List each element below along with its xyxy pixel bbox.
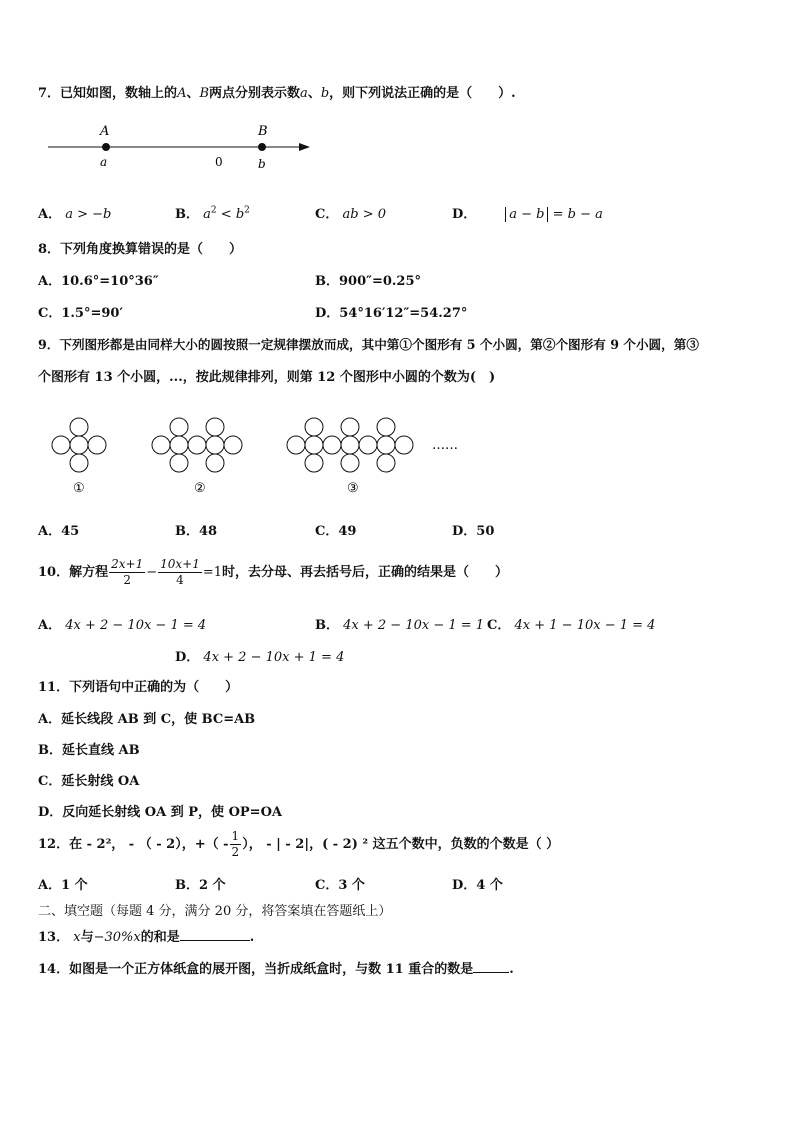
q12-option-d[interactable]: D．4 个	[452, 878, 503, 893]
q13-answer-blank[interactable]	[180, 928, 250, 941]
q11-option-a[interactable]: A．延长线段 AB 到 C，使 BC=AB	[38, 712, 256, 727]
q8-stem: 8．下列角度换算错误的是（ ）	[38, 242, 243, 257]
q8-option-d[interactable]: D．54°16′12″=54.27°	[315, 306, 468, 321]
label-b: b	[258, 157, 266, 171]
q9-option-b[interactable]: B．48	[175, 524, 218, 539]
q9-stem-line1: 9．下列图形都是由同样大小的圆按照一定规律摆放而成，其中第①个图形有 5 个小圆，第②个图形有 9 个小圆，第③	[38, 337, 699, 352]
q8-option-c[interactable]: C．1.5°=90′	[38, 306, 123, 321]
q10-option-b[interactable]: B． 4x + 2 − 10x − 1 = 1	[315, 618, 485, 633]
figure-3	[287, 418, 413, 472]
q13-stem: 13． x与−30%x的和是 .	[38, 930, 255, 945]
q12-option-b[interactable]: B．2 个	[175, 878, 226, 893]
section-heading: 二、填空题（每题 4 分，满分 20 分，将答案填在答题纸上）	[38, 904, 392, 919]
q11-option-c[interactable]: C．延长射线 OA	[38, 774, 140, 789]
q8-option-b[interactable]: B．900″=0.25°	[315, 274, 421, 289]
q12-option-c[interactable]: C．3 个	[315, 878, 365, 893]
q10-fraction-1: $\frac{2x+1}{2}$	[111, 557, 144, 587]
q10-stem: 10．解方程 $\frac{2x+1}{2}$ − $\frac{10x+1}{4}$ =1时，去分母、再去括号后，正确的结果是（ ）	[38, 557, 509, 587]
figure-2	[152, 418, 242, 472]
q12-fraction: $\frac{1}{2}$	[231, 829, 240, 859]
label-zero: 0	[215, 155, 223, 169]
q7-number-line	[40, 120, 320, 176]
q8-option-a[interactable]: A．10.6°=10°36″	[38, 274, 159, 289]
q9-option-c[interactable]: C．49	[315, 524, 357, 539]
q9-stem-line2: 个图形有 13 个小圆，...，按此规律排列，则第 12 个图形中小圆的个数为( )	[38, 370, 496, 385]
q9-option-a[interactable]: A．45	[38, 524, 80, 539]
q7-option-d[interactable]: D． a − b = b − a	[452, 207, 603, 222]
q9-circle-figures	[40, 410, 480, 500]
fig-label-1: ①	[73, 481, 85, 496]
q11-stem: 11．下列语句中正确的为（ ）	[38, 680, 239, 695]
fig-ellipsis: ……	[432, 438, 458, 453]
q14-answer-blank[interactable]	[473, 960, 509, 973]
q11-option-b[interactable]: B．延长直线 AB	[38, 743, 140, 758]
q12-option-a[interactable]: A．1 个	[38, 878, 88, 893]
label-B: B	[258, 124, 268, 139]
q12-stem: 12．在 - 2²， - （ - 2），+（ - $\frac{1}{2}$ ）， - | - 2|，( - 2) ² 这五个数中，负数的个数是（ ）	[38, 829, 560, 859]
fig-label-2: ②	[194, 481, 206, 496]
q7-option-a[interactable]: A． a > −b	[38, 207, 112, 222]
q7-option-b[interactable]: B． $a^2 < b^2$	[175, 205, 250, 222]
q7-stem: 7．已知如图，数轴上的A、B两点分别表示数a、b，则下列说法正确的是（ ）.	[38, 86, 516, 101]
label-A: A	[100, 124, 110, 139]
q10-option-a[interactable]: A． 4x + 2 − 10x − 1 = 4	[38, 618, 207, 633]
q10-option-d[interactable]: D． 4x + 2 − 10x + 1 = 4	[175, 650, 345, 665]
q9-option-d[interactable]: D．50	[452, 524, 495, 539]
q10-fraction-2: $\frac{10x+1}{4}$	[160, 557, 200, 587]
q14-stem: 14．如图是一个正方体纸盒的展开图，当折成纸盒时，与数 11 重合的数是 .	[38, 962, 514, 977]
fig-label-3: ③	[347, 481, 359, 496]
point-b-dot	[258, 143, 266, 151]
figure-1	[52, 418, 106, 472]
point-a-dot	[102, 143, 110, 151]
q11-option-d[interactable]: D．反向延长射线 OA 到 P，使 OP=OA	[38, 805, 282, 820]
q7-option-c[interactable]: C． ab > 0	[315, 207, 387, 222]
q10-option-c[interactable]: C． 4x + 1 − 10x − 1 = 4	[487, 618, 656, 633]
label-a: a	[100, 155, 108, 169]
